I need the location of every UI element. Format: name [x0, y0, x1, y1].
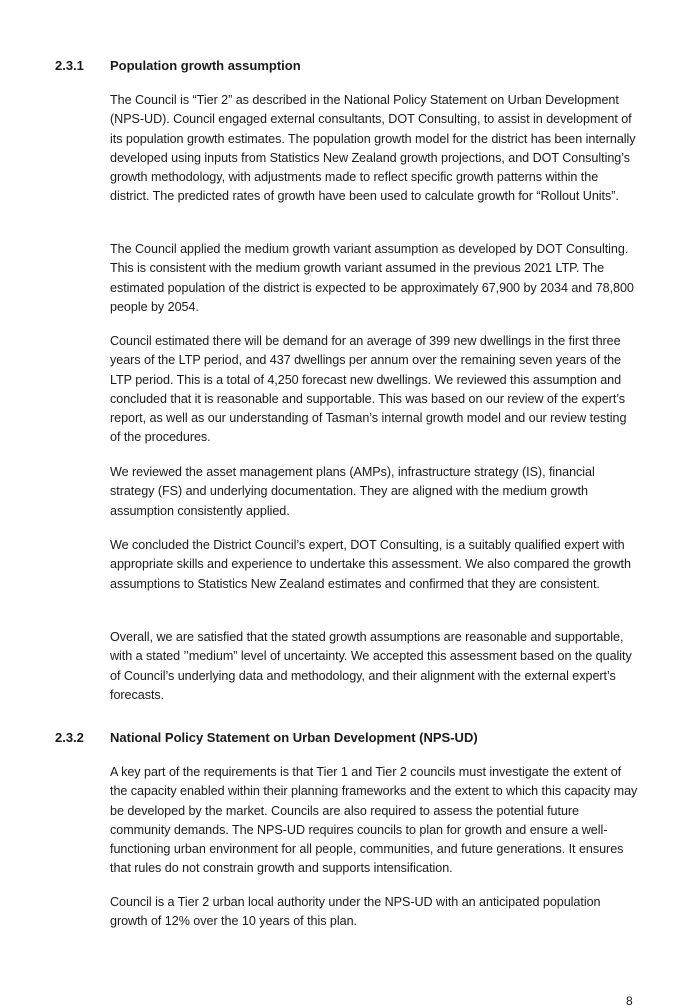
section-title: National Policy Statement on Urban Development (NPS-UD) [110, 730, 478, 745]
paragraph: A key part of the requirements is that Tier 1 and Tier 2 councils must investigate the extent of the capacity enabled within their planning frameworks and the extent to which this capacity may be developed by the market. Councils are also required to assess the potential future community demands. The NPS-UD requires councils to plan for growth and ensure a well-functioning urban environment for all people, communities, and future generations. It ensures that rules do not constrain growth and supports intensification. [110, 765, 638, 876]
section-heading-2-3-1 [55, 56, 301, 75]
section-heading-2-3-2 [55, 728, 478, 747]
paragraph: Council is a Tier 2 urban local authority under the NPS-UD with an anticipated population growth of 12% over the 10 years of this plan. [110, 895, 601, 929]
paragraph: We reviewed the asset management plans (AMPs), infrastructure strategy (IS), financial strategy (FS) and underlying documentation. They are aligned with the medium growth assumption consistently applied. [110, 465, 595, 518]
section-number: 2.3.1 [55, 58, 84, 73]
section-number: 2.3.2 [55, 730, 84, 745]
paragraph: The Council applied the medium growth variant assumption as developed by DOT Consulting. This is consistent with the medium growth variant assumed in the previous 2021 LTP. The estimated population of the district is expected to be approximately 67,900 by 2034 and 78,800 people by 2054. [110, 242, 634, 314]
paragraph: We concluded the District Council’s expert, DOT Consulting, is a suitably qualified expert with appropriate skills and experience to undertake this assessment. We also compared the growth assumptions to Statistics New Zealand estimates and confirmed that they are consistent. [110, 538, 631, 591]
page-number: 8 [626, 994, 633, 1008]
section-title: Population growth assumption [110, 58, 301, 73]
paragraph: Council estimated there will be demand for an average of 399 new dwellings in the first three years of the LTP period, and 437 dwellings per annum over the remaining seven years of the LTP period. This is a total of 4,250 forecast new dwellings. We reviewed this assumption and concluded that it is reasonable and supportable. This was based on our review of the expert’s report, as well as our understanding of Tasman’s internal growth model and our review testing of the procedures. [110, 334, 627, 445]
paragraph: Overall, we are satisfied that the stated growth assumptions are reasonable and supportable, with a stated ’’medium” level of uncertainty. We accepted this assessment based on the quality of Council’s underlying data and methodology, and their alignment with the external expert’s forecasts. [110, 630, 632, 702]
paragraph: The Council is “Tier 2” as described in the National Policy Statement on Urban Development (NPS-UD). Council engaged external consultants, DOT Consulting, to assist in development of its population growth estimates. The population growth model for the district has been internally developed using inputs from Statistics New Zealand growth projections, and DOT Consulting’s growth methodology, with adjustments made to reflect specific growth patterns within the district. The predicted rates of growth have been used to calculate growth for “Rollout Units”. [110, 93, 636, 204]
